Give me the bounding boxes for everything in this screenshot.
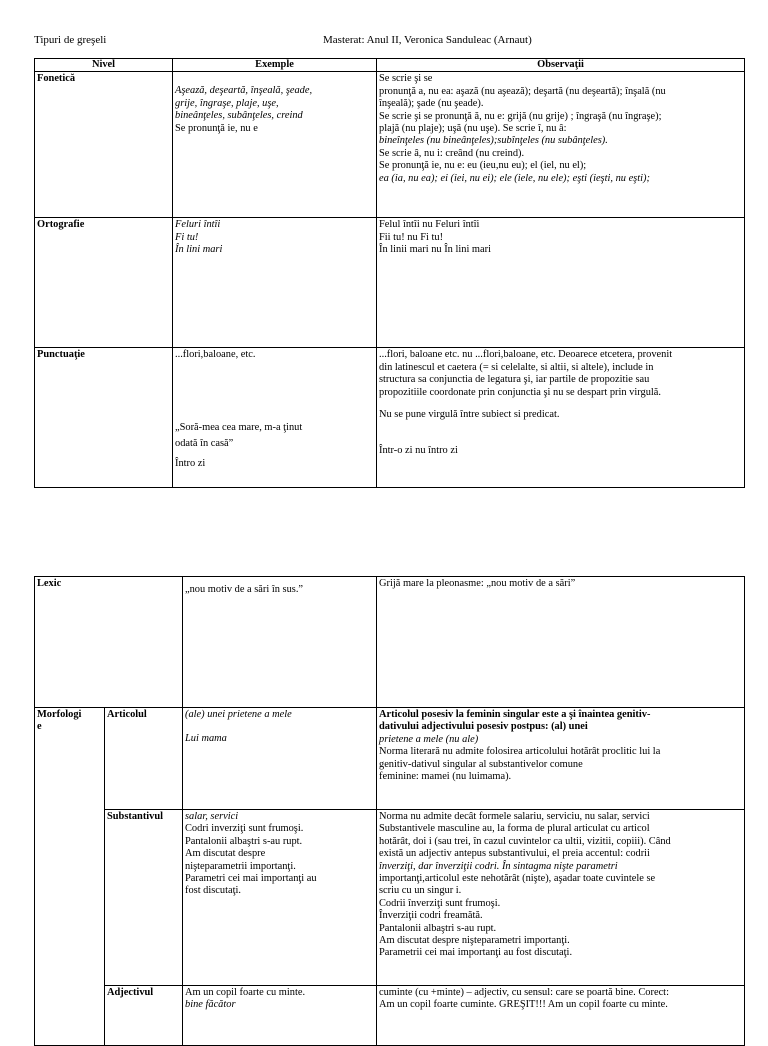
observation-line: plajă (nu plaje); uşă (nu uşe). Se scrie î, nu â: <box>379 123 567 135</box>
observations-cell <box>377 810 745 986</box>
table-row-fonetica <box>35 72 745 218</box>
sublevel-label: Adjectivul <box>107 987 154 998</box>
level-label: Punctuaţie <box>37 349 85 361</box>
example-line: În lini mari <box>175 244 223 256</box>
level-cell <box>35 348 173 488</box>
observation-line: Se scrie â, nu i: creând (nu creind). <box>379 147 525 159</box>
observation-line: cuminte (cu +minte) – adjectiv, cu sensul: care se poartă bine. Corect: <box>379 987 669 998</box>
table-row-ortografie <box>35 218 745 348</box>
observation-line: scriu cu un singur i. <box>379 885 462 897</box>
level-label: e <box>37 721 42 733</box>
example-line: bine făcător <box>185 999 236 1011</box>
table-row-punctuatie <box>35 348 745 488</box>
observation-line: ea (ia, nu ea); ei (iei, nu ei); ele (iele, nu ele); eşti (ieşti, nu eşti); <box>379 172 650 184</box>
level-label: Morfologi <box>37 709 82 720</box>
examples-cell <box>183 577 377 708</box>
observation-line: Înverziţii codri freamătă. <box>379 910 483 922</box>
observation-line: Articolul posesiv la feminin singular este a şi înaintea genitiv- <box>379 709 651 720</box>
example-line: fost discutaţi. <box>185 885 241 897</box>
observation-line: ...flori, baloane etc. nu ...flori,baloane, etc. Deoarece etcetera, provenit <box>379 349 673 361</box>
observations-cell <box>377 218 745 348</box>
example-line: Fi tu! <box>175 231 199 243</box>
example-line: Aşează, deşeartă, înşeală, şeade, <box>175 85 313 97</box>
level-cell <box>35 72 173 218</box>
observation-line: pronunţă a, nu ea: aşază (nu aşează); deşartă (nu deşeartă); înşală (nu <box>379 85 666 97</box>
observation-line: Se pronunţă ie, nu e: eu (ieu,nu eu); el (iel, nu el); <box>379 160 587 172</box>
observation-line: Felul întîi nu Feluri întîi <box>379 219 480 231</box>
table-row-articolul <box>35 708 745 810</box>
example-line: nişteparametrii importanţi. <box>185 860 296 872</box>
example-line: grije, îngraşe, plaje, uşe, <box>175 97 279 109</box>
observation-line: hotărât, doi i (sau trei, în cazul cuvintelor ca ultii, vizitii, copiii). Când <box>379 835 671 847</box>
example-line: Feluri întîi <box>175 219 221 231</box>
observation-line: există un adjectiv antepus substantivului, el preia accentul: codrii <box>379 848 650 860</box>
table-row-adjectivul <box>35 986 745 1046</box>
observation-line: Într-o zi nu întro zi <box>379 445 458 457</box>
observation-line: Pantalonii albaştri s-au rupt. <box>379 922 497 934</box>
level-label: Ortografie <box>37 219 85 231</box>
examples-cell <box>173 72 377 218</box>
observation-line: înşeală); şade (nu şeade). <box>379 98 484 110</box>
errors-table-1 <box>34 58 745 488</box>
examples-cell <box>173 218 377 348</box>
errors-table-2 <box>34 576 745 1046</box>
examples-cell <box>183 810 377 986</box>
table-header-row <box>35 59 745 72</box>
sublevel-cell <box>105 810 183 986</box>
observations-cell <box>377 577 745 708</box>
example-line: (ale) unei prietene a mele <box>185 709 292 720</box>
observation-line: Norma literară nu admite folosirea articolului hotărât proclitic lui la <box>379 746 661 758</box>
observation-line: Nu se pune virgulă între subiect si predicat. <box>379 409 560 421</box>
example-line: Parametri cei mai importanţi au <box>185 873 317 885</box>
observation-line: În linii mari nu În lini mari <box>379 244 491 256</box>
header-author: Masterat: Anul II, Veronica Sanduleac (Arnaut) <box>323 34 532 46</box>
example-line: bineânţeles, subânţeles, creind <box>175 110 303 122</box>
observation-line: Grijă mare la pleonasme: „nou motiv de a sări” <box>379 578 576 589</box>
header-title: Tipuri de greşeli <box>34 34 107 46</box>
level-cell <box>35 577 183 708</box>
example-line: Am un copil foarte cu minte. <box>185 987 306 998</box>
examples-cell <box>183 708 377 810</box>
observation-line: Se scrie şi se <box>379 73 433 85</box>
observation-line: Parametrii cei mai importanţi au fost discutaţi. <box>379 947 573 959</box>
observation-line: dativului adjectivului posesiv postpus: (al) unei <box>379 721 588 733</box>
example-line: Am discutat despre <box>185 848 266 860</box>
observations-cell <box>377 348 745 488</box>
observations-cell <box>377 708 745 810</box>
observation-line: Se scrie şi se pronunţă ă, nu e: grijă (nu grije) ; îngraşă (nu îngraşe); <box>379 110 662 122</box>
example-line: salar, servici <box>185 811 239 822</box>
col-header-observations: Observaţii <box>377 59 745 72</box>
level-cell <box>35 218 173 348</box>
col-header-level: Nivel <box>35 59 173 72</box>
example-line: ...flori,baloane, etc. <box>175 349 256 361</box>
example-line: odată în casă” <box>175 437 234 449</box>
example-line: Codri inverziţi sunt frumoşi. <box>185 823 304 835</box>
table-row-lexic <box>35 577 745 708</box>
observation-line: Norma nu admite decât formele salariu, serviciu, nu salar, servici <box>379 811 650 822</box>
observation-line: propozitiile coordonate prin conjunctia şi nu se despart prin virgulă. <box>379 386 662 398</box>
observation-line: Am discutat despre nişteparametri importanţi. <box>379 935 570 947</box>
observation-line: genitiv-dativul singular al substantivelor comune <box>379 758 583 770</box>
observation-line: înverziţi, dar înverziţii codri. În sintagma nişte parametri <box>379 860 618 872</box>
observations-cell <box>377 986 745 1046</box>
observation-line: Fii tu! nu Fi tu! <box>379 231 444 243</box>
observation-line: importanţi,articolul este nehotărât (nişte), aşadar toate cuvintele se <box>379 873 656 885</box>
examples-cell <box>183 986 377 1046</box>
observation-line: bineînţeles (nu bineânţeles);subînţeles (nu subânţeles). <box>379 135 608 147</box>
sublevel-label: Substantivul <box>107 811 164 822</box>
example-line: Pantalonii albaştri s-au rupt. <box>185 835 303 847</box>
examples-cell <box>173 348 377 488</box>
observation-line: prietene a mele (nu ale) <box>379 733 479 745</box>
example-line: Lui mama <box>185 733 227 745</box>
observation-line: Substantivele masculine au, la forma de plural articulat cu articol <box>379 823 650 835</box>
sublevel-cell <box>105 986 183 1046</box>
observation-line: structura sa conjunctia de legatura şi, iar partile de propozitie sau <box>379 374 650 386</box>
example-line: Se pronunţă ie, nu e <box>175 122 258 134</box>
sublevel-cell <box>105 708 183 810</box>
table-row-substantivul <box>35 810 745 986</box>
level-label: Lexic <box>37 578 62 589</box>
level-cell <box>35 708 105 1046</box>
observation-line: feminine: mamei (nu luimama). <box>379 771 512 783</box>
example-line: „nou motiv de a sări în sus.” <box>185 584 304 595</box>
observation-line: Am un copil foarte cuminte. GREŞIT!!! Am un copil foarte cu minte. <box>379 999 668 1011</box>
level-label: Fonetică <box>37 73 76 85</box>
observations-cell <box>377 72 745 218</box>
example-line: Întro zi <box>175 457 206 469</box>
col-header-examples: Exemple <box>173 59 377 72</box>
example-line: „Soră-mea cea mare, m-a ţinut <box>175 421 303 433</box>
observation-line: din latinescul et caetera (= si celelalte, si altii, si altele), include in <box>379 361 654 373</box>
sublevel-label: Articolul <box>107 709 147 720</box>
observation-line: Codrii înverziţi sunt frumoşi. <box>379 897 501 909</box>
